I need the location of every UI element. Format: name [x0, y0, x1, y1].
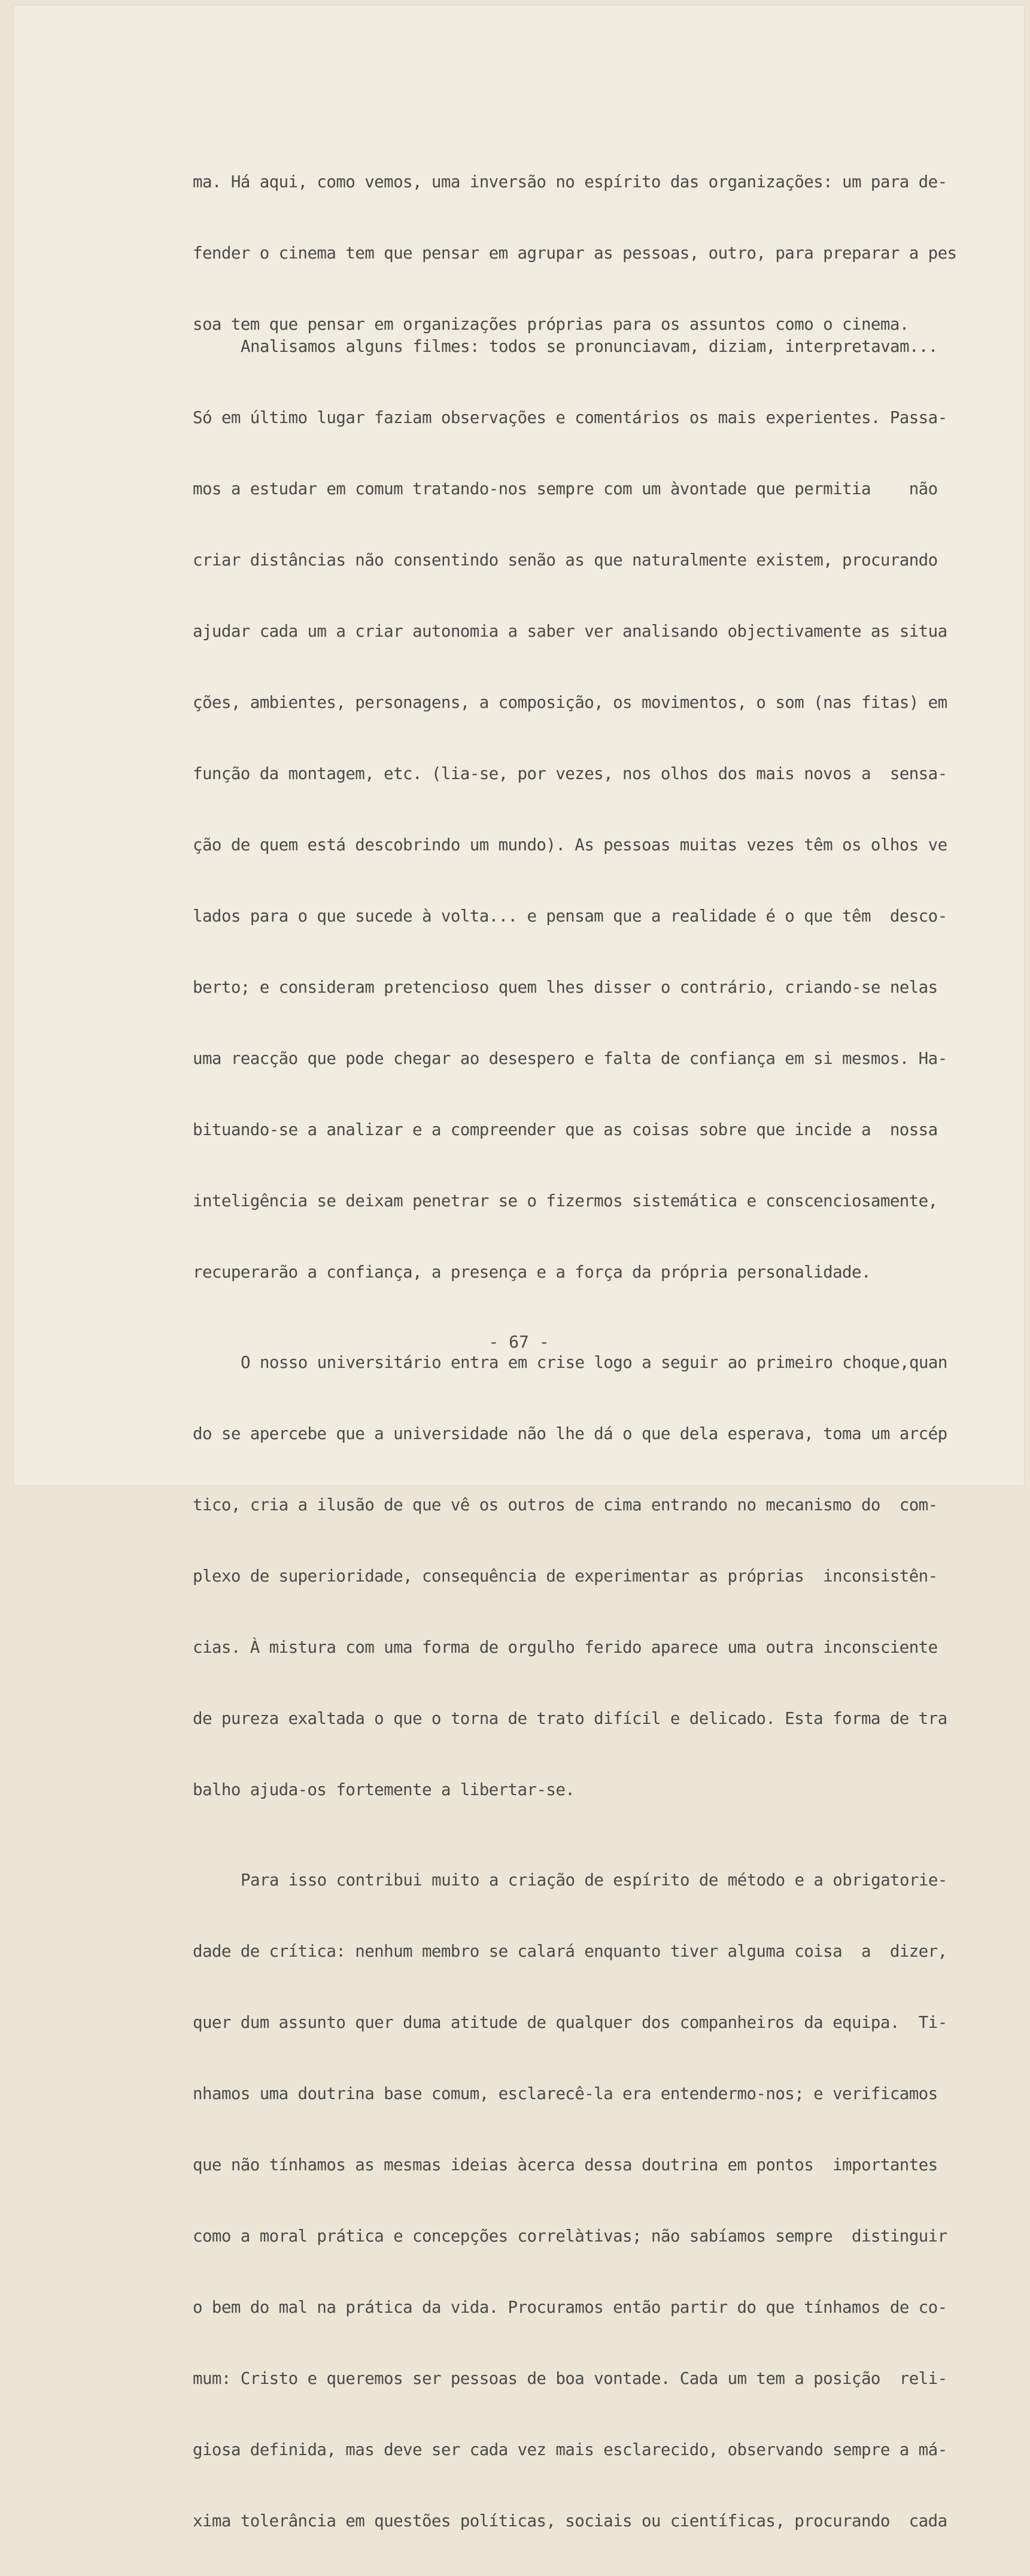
- text-line: tico, cria a ilusão de que vê os outros de cima entrando no mecanismo do com-: [193, 1495, 938, 1514]
- text-line: cias. À mistura com uma forma de orgulho ferido aparece uma outra inconsciente: [193, 1638, 938, 1657]
- text-line: inteligência se deixam penetrar se o fizermos sistemática e conscenciosamente,: [193, 1191, 938, 1211]
- text-line: balho ajuda-os fortemente a libertar-se.: [193, 1780, 575, 1799]
- text-line: ajudar cada um a criar autonomia a saber ver analisando objectivamente as situa: [193, 622, 947, 641]
- text-line: Para isso contribui muito a criação de espírito de método e a obrigatorie-: [241, 1871, 947, 1890]
- text-line: berto; e consideram pretencioso quem lhes disser o contrário, criando-se nelas: [193, 978, 938, 997]
- text-line: recuperarão a confiança, a presença e a força da própria personalidade.: [193, 1263, 871, 1282]
- text-line: Só em último lugar faziam observações e comentários os mais experientes. Passa-: [193, 408, 947, 427]
- page-number: - 67 -: [488, 1332, 549, 1352]
- text-line: bituando-se a analizar e a compreender que as coisas sobre que incide a nossa: [193, 1120, 938, 1139]
- text-line: ma. Há aqui, como vemos, uma inversão no espírito das organizações: um para de-: [193, 172, 947, 191]
- text-line: função da montagem, etc. (lia-se, por vezes, nos olhos dos mais novos a sensa-: [193, 764, 947, 783]
- text-line: lados para o que sucede à volta... e pensam que a realidade é o que têm desco-: [193, 907, 947, 926]
- document-page: [13, 5, 1025, 2531]
- text-line: mos a estudar em comum tratando-nos sempre com um àvontade que permitia não: [193, 479, 938, 498]
- text-line: uma reacção que pode chegar ao desespero e falta de confiança em si mesmos. Ha-: [193, 1049, 947, 1068]
- text-line: quer dum assunto quer duma atitude de qualquer dos companheiros da equipa. Ti-: [193, 2013, 947, 2032]
- text-line: giosa definida, mas deve ser cada vez mais esclarecido, observando sempre a má-: [193, 2440, 947, 2459]
- text-line: O nosso universitário entra em crise logo a seguir ao primeiro choque,quan: [241, 1353, 947, 1372]
- text-line: como a moral prática e concepções correlàtivas; não sabíamos sempre distinguir: [193, 2227, 947, 2246]
- text-line: dade de crítica: nenhum membro se calará enquanto tiver alguma coisa a dizer,: [193, 1942, 947, 1961]
- text-line: criar distâncias não consentindo senão as que naturalmente existem, procurando: [193, 551, 938, 570]
- text-line: nhamos uma doutrina base comum, esclarecê-la era entendermo-nos; e verificamos: [193, 2084, 938, 2103]
- text-line: de pureza exaltada o que o torna de trato difícil e delicado. Esta forma de tra: [193, 1709, 947, 1728]
- text-line: do se apercebe que a universidade não lhe dá o que dela esperava, toma um arcép: [193, 1424, 947, 1443]
- text-line: soa tem que pensar em organizações próprias para os assuntos como o cinema.: [193, 315, 909, 334]
- text-line: Analisamos alguns filmes: todos se pronunciavam, diziam, interpretavam...: [241, 337, 938, 356]
- text-line: que não tínhamos as mesmas ideias àcerca dessa doutrina em pontos importantes: [193, 2155, 938, 2174]
- text-line: xima tolerância em questões políticas, sociais ou científicas, procurando cada: [193, 2511, 947, 2531]
- text-line: plexo de superioridade, consequência de experimentar as próprias inconsistên-: [193, 1567, 938, 1586]
- text-line: mum: Cristo e queremos ser pessoas de boa vontade. Cada um tem a posição reli-: [193, 2369, 947, 2388]
- text-line: o bem do mal na prática da vida. Procuramos então partir do que tínhamos de co-: [193, 2298, 947, 2317]
- text-line: ção de quem está descobrindo um mundo). As pessoas muitas vezes têm os olhos ve: [193, 835, 947, 854]
- body-text: [193, 292, 950, 2576]
- text-line: ções, ambientes, personagens, a composição, os movimentos, o som (nas fitas) em: [193, 693, 947, 712]
- text-line: fender o cinema tem que pensar em agrupar as pessoas, outro, para preparar a pes: [193, 244, 957, 263]
